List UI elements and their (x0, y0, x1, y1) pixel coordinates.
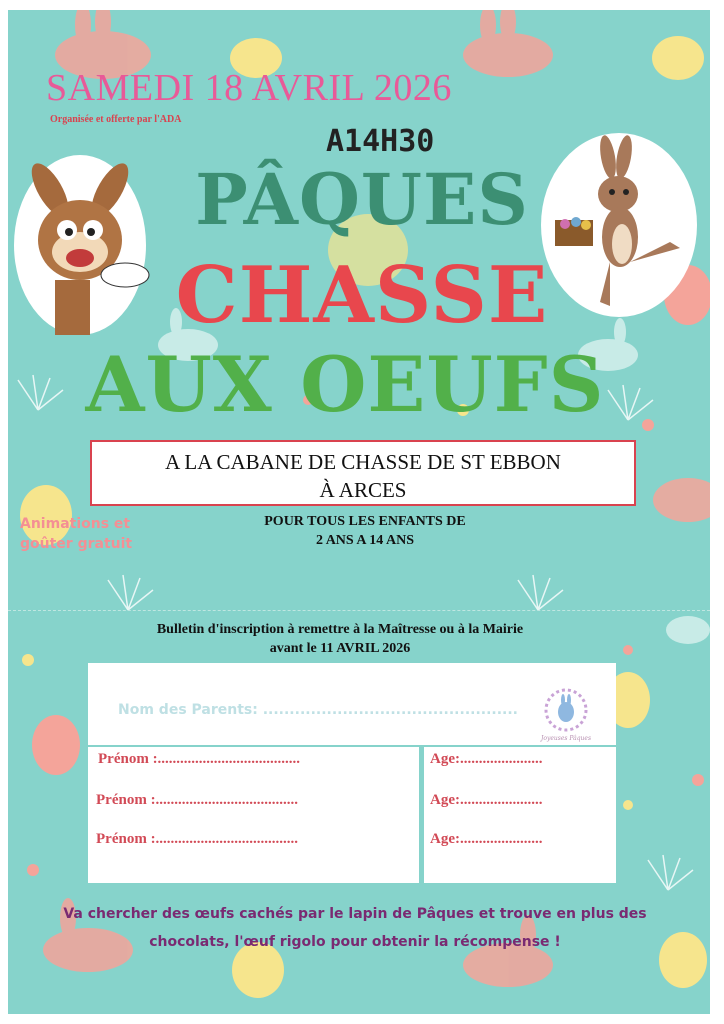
venue-box (90, 440, 636, 506)
extras-note (20, 514, 132, 554)
child-1-age-field[interactable]: Age:...................... (430, 751, 543, 767)
footer-line-1: Va chercher des œufs cachés par le lapin de Pâques et trouve en plus des (63, 906, 647, 922)
child-3-first-name-field[interactable]: Prénom :...................................... (96, 831, 299, 847)
child-2-first-name-field[interactable]: Prénom :...................................... (96, 792, 299, 808)
audience-line-1: POUR TOUS LES ENFANTS DE (264, 514, 466, 529)
parents-name-field[interactable]: Nom des Parents: ................................................ (118, 702, 518, 718)
easter-wreath-logo (538, 686, 594, 734)
extras-line-2: goûter gratuit (20, 536, 133, 552)
title-aux-oeufs: AUX OEUFS (85, 340, 605, 429)
footer-line-2: chocolats, l'œuf rigolo pour obtenir la récompense ! (149, 934, 561, 950)
venue-line-2: À ARCES (319, 478, 407, 502)
cut-line (8, 610, 710, 611)
venue-line-1: A LA CABANE DE CHASSE DE ST EBBON (165, 450, 561, 474)
title-paques: PÂQUES (195, 158, 529, 241)
logo-caption: Joyeuses Pâques (540, 735, 592, 742)
audience-line-2: 2 ANS A 14 ANS (315, 533, 415, 548)
instruction-line-2: avant le 11 AVRIL 2026 (269, 641, 411, 656)
organizer-note: Organisée et offerte par l'ADA (50, 114, 182, 125)
child-3-age-field[interactable]: Age:...................... (430, 831, 543, 847)
audience-note (220, 512, 510, 550)
child-1-first-name-field[interactable]: Prénom :...................................... (98, 751, 301, 767)
event-date: SAMEDI 18 AVRIL 2026 (46, 67, 452, 109)
event-time: A14H30 (326, 124, 435, 159)
registration-instructions (60, 620, 620, 658)
instruction-line-1: Bulletin d'inscription à remettre à la Maîtresse ou à la Mairie (156, 622, 524, 637)
title-chasse: CHASSE (175, 250, 549, 341)
extras-line-1: Animations et (20, 516, 131, 532)
footer-message (40, 900, 670, 956)
child-2-age-field[interactable]: Age:...................... (430, 792, 543, 808)
